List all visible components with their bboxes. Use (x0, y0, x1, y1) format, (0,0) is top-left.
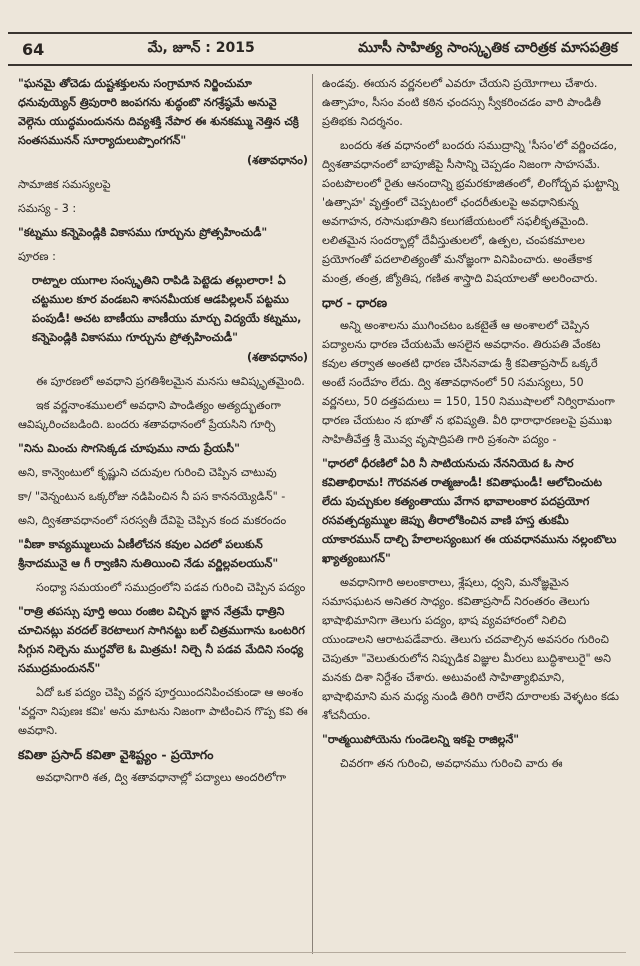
body-paragraph: ఈ పూరణలో అవధాని ప్రగతిశీలమైన మనసు ఆవిష్కృతమైంది. (36, 375, 305, 388)
verse-quote: "రాత్మయిపోయెను గుండెలన్ని ఇకపై రాజిల్లనే" (322, 733, 520, 746)
body-paragraph: పూరణ : (18, 250, 56, 263)
verse-quote: "వీణా కావ్యమ్ములుచు ఏణీలోచన కవుల ఎదలో పలుకున్ శ్రీనాదమునై ఆ గీ ర్వాణిని నుతియించి నేడు వర్ణిల్లవలయున్" (18, 538, 279, 570)
body-paragraph: ఏదో ఒక పద్యం చెప్పి వర్ణన పూర్తయిందనిపించకుండా ఆ అంశం 'వర్ణనా నిపుణః కవిః' అను మాటను నిజంగా పాటించిన గొప్ప కవి ఈ అవధాని. (18, 686, 308, 737)
verse-source: (శతావధానం) (246, 351, 308, 364)
verse-source: (శతావధానం) (246, 154, 308, 167)
page-header (8, 32, 632, 66)
body-paragraph: సామాజిక సమస్యలపై (18, 178, 111, 191)
body-paragraph: కా/ "వెన్నంటున ఒక్కరోజు నడిపించిన నీ పస కాననయ్యెడిన్" - (18, 490, 286, 503)
body-paragraph: అని, ద్విశతావధానంలో సరస్వతీ దేవిపై చెప్పిన కంద మకరందం (18, 514, 287, 527)
column-divider (312, 74, 313, 954)
body-paragraph: అన్ని అంశాలను ముగించటం ఒకటైతే ఆ అంశాలలో చెప్పిన పద్యాలను ధారణ చేయటమే అసలైన అవధానం. తిరుపతి వేంకట కవుల తర్వాత అంతటి ధారణ చేసినవాడు శ్రీ కవితాప్రసాద్ ఒక్కరే అంటే సందేహం లేదు. ద్వి శతావధానంలో 50 సమస్యలు, 50 వర్ణనలు, 50 దత్తపదులు = 150, 150 నిముషాలలో నిర్విరామంగా ధారణ చేయటం న భూతో న భవిష్యతి. వీరి ధారాధారణలపై ప్రముఖ సాహితీవేత్త శ్రీ మొవ్వ వృషాద్రిపతి గారి ప్రశంసా పద్యం - (322, 319, 615, 446)
right-column (322, 74, 620, 778)
body-paragraph: ఇక వర్ణనాంశములలో అవధాని పాండిత్యం అత్యద్భుతంగా ఆవిష్కరించబడింది. బందరు శతావధానంలో ప్రేయసిని గూర్చి (18, 399, 281, 431)
verse-quote: "ధారలో ధీరణిలో ఏరి నీ సాటియనుచు నేననియెద ఓ సార కవితాభిరామ! గౌరవనత రాత్మజుండీ! కవితాఘండీ! ఆలోచించుట లేదు పుచ్చుకుల కత్యంతాయు వేగాన భావాలంకార పదప్రయోగ రసవత్పద్యమ్ముల జెప్పు తీరాలోకించిన వాణి హస్త తుకమీ యాకారమున్ దాల్చి హేలాలస్యంబుగ ఈ యవధానమును నల్లంబొలు ఖ్యాత్యంబుగన్" (322, 457, 617, 565)
body-paragraph: అవధానిగారి అలంకారాలు, శ్లేషలు, ధ్వని, మనోజ్ఞమైన సమాసఘటన అనితర సాధ్యం. కవితాప్రసాద్ నిరంతరం తెలుగు భాషాభిమానిగా తెలుగు పద్యం, భాష వ్యవహారంలో నిలిచి యుండాలని ఆరాటపడేవారు. తెలుగు చదవాల్సిన అవసరం గురించి చెపుతూ "వెలుతురులోన నిప్పుడిక విజ్ఞుల మీరలు బుద్ధిశాలురై" అని మనకు దిశా నిర్దేశం చేశారు. అటువంటి సాహిత్యాభిమాని, భాషాభిమాని మన మధ్య నుండి తిరిగి రాలేని దూరాలకు వెళ్ళటం కడు శోచనీయం. (322, 576, 620, 722)
body-paragraph: బందరు శత వధానంలో బందరు సముద్రాన్ని 'సీసం'లో వర్ణించడం, ద్విశతావధానంలో బాపూజీపై సీసాన్ని చెప్పడం నిజంగా సాహసమే. పంటపొలంలో రైతు ఆనందాన్ని భ్రమరకూజితంలో, లింగోద్భవ ఘట్టాన్ని 'ఉత్సాహ' వృత్తంలో చెప్పటంలో ఛందరీతులపై అవధానికున్న అవగాహన, రసానుభూతిని కలుగజేయటంలో సఫలీకృతమైంది. లలితమైన సందర్భాల్లో దేవీస్తుతులలో, ఉత్పల, చంపకమాలల ప్రయోగంతో పదలాలిత్యంతో మనోజ్ఞంగా వినిపించారు. అంతేకాక మంత్ర, తంత్ర, జ్యోతిష, గణిత శాస్త్రాది విషయాలతో అలరించారు. (322, 139, 619, 285)
body-paragraph: చివరగా తన గురించి, అవధానము గురించి వారు ఈ (340, 757, 563, 770)
page-number: 64 (22, 39, 45, 59)
bottom-rule (14, 952, 626, 953)
body-paragraph: అవధానిగారి శత, ద్వి శతావధానాల్లో పద్యాలు అందరిలోగా (36, 771, 287, 784)
verse-quote: "రాత్రి తపస్సు పూర్తి అయి రంజిల విచ్చిన జ్ఞాన నేత్రమే ధాత్రిని చూచినట్లు వరదల్ కెరటాలుగ సాగినట్టు బల్ చిత్రముగాను ఒంటరిగ సిగ్గున నిల్చెను ముగ్ధవోలె ఓ మిత్రమ! నిల్చె నీ పడవ మేదిని సంధ్య సముద్రమందునన్" (18, 605, 305, 675)
verse-quote: రాట్నాల యుగాల సంస్కృతిని రాపిడి పెట్టెడు తల్లులారా! ఏ చట్టముల కూర వండబని శాసనమీయక ఆడపిల్లలన్ పట్టము పంపుడీ! అచట బాణీయు వాణీయు మార్చు విద్యయే కట్నము, కన్నెపెండ్లికి వికాసము గూర్చును ప్రోత్సహించుడీ" (32, 274, 302, 344)
left-column (18, 74, 308, 792)
verse-quote: "కట్నము కన్నెపెండ్లికి వికాసము గూర్చును ప్రోత్సహించుడీ" (18, 226, 268, 239)
body-paragraph: అని, కాన్వెంటులో కృష్ణుని చదువుల గురించి చెప్పిన చాటువు (18, 466, 277, 479)
section-heading: ధార - ధారణ (322, 295, 388, 310)
verse-quote: "నిను మించు సొగసెక్కడ చూపుము నాదు ప్రేయసీ" (18, 442, 240, 455)
verse-quote: "ఘనమై తోచెడు దుష్టశక్తులను సంగ్రామాన నిర్జించుమా ధనువుయ్యెన్ త్రిపురారి జంపగను శుద్ధంబొ నగశ్రేష్ఠమే అనువై వెల్గెను యుద్ధమందునను దివ్యశక్తి నేపార ఈ శునకమ్ము నెత్తిన చక్రి సంతసమునన్ సూర్యాదులుప్పొంగగన్" (18, 77, 299, 147)
section-heading: కవితా ప్రసాద్ కవితా వైశిష్ట్యం - ప్రయోగం (18, 747, 214, 762)
body-paragraph: సంధ్యా సమయంలో సముద్రంలోని పడవ గురించి చెప్పిన పద్యం (36, 581, 306, 594)
issue-date: మే, జూన్ : 2015 (147, 39, 255, 56)
magazine-title: మూసీ సాహిత్య సాంస్కృతిక చారిత్రక మాసపత్రిక (358, 39, 618, 56)
body-paragraph: ఉండవు. ఈయన వర్ణనలలో ఎవరూ చేయని ప్రయోగాలు చేశారు. ఉత్సాహం, సీసం వంటి కఠిన ఛందస్సు స్వీకరించడం వారి పాండితీ ప్రతిభకు నిదర్శనం. (322, 77, 602, 128)
body-paragraph: సమస్య - 3 : (18, 202, 77, 215)
